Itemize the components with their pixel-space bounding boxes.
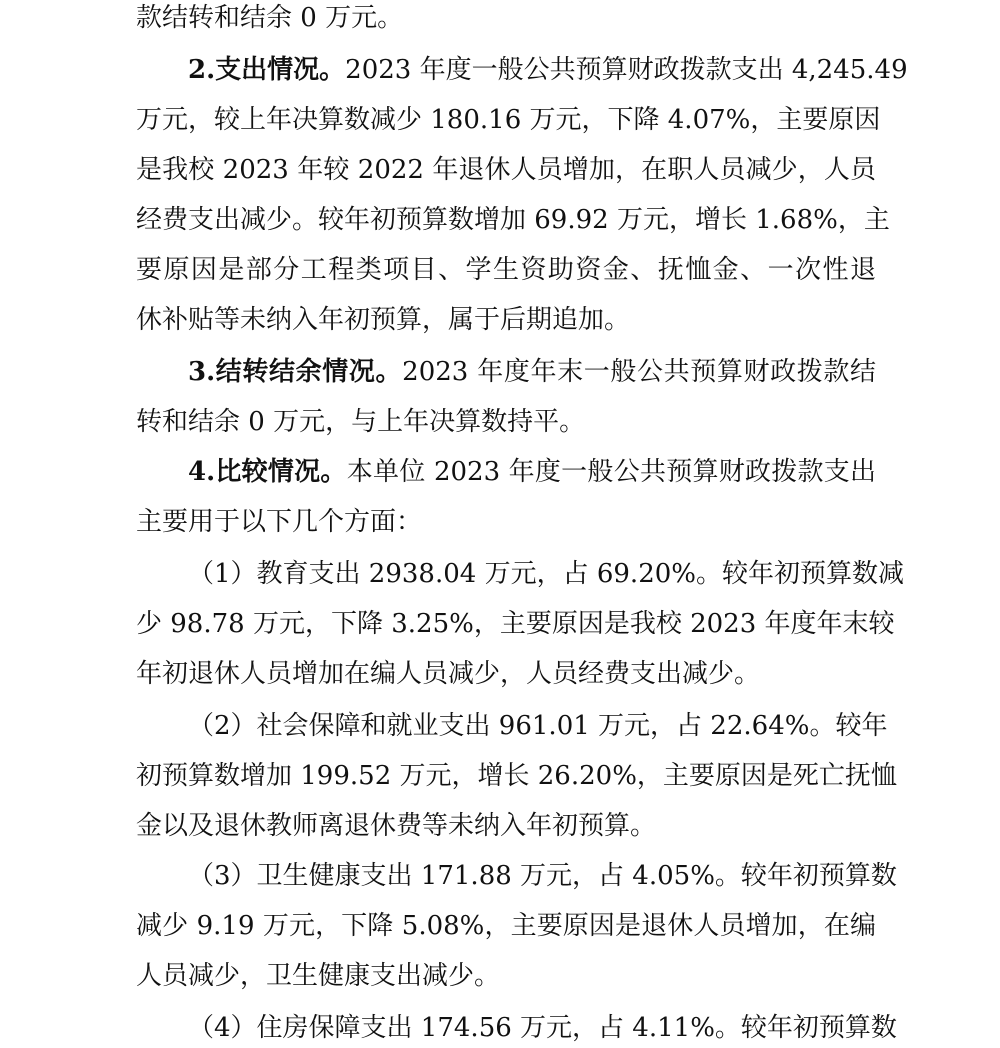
list-item-line: 年初退休人员增加在编人员减少，人员经费支出减少。 [136, 659, 761, 689]
list-item-line: （1）教育支出 2938.04 万元，占 69.20%。较年初预算数减 [188, 559, 904, 589]
paragraph-line: 是我校 2023 年较 2022 年退休人员增加，在职人员减少，人员 [136, 155, 876, 185]
paragraph-text: 2023 年度年末一般公共预算财政拨款结 [402, 357, 876, 387]
list-item-line: （4）住房保障支出 174.56 万元，占 4.11%。较年初预算数 [188, 1013, 897, 1043]
paragraph-line [188, 452, 876, 492]
list-item-line: 初预算数增加 199.52 万元，增长 26.20%，主要原因是死亡抚恤 [136, 761, 897, 791]
list-item-line: 人员减少，卫生健康支出减少。 [136, 961, 501, 991]
paragraph-line: 要原因是部分工程类项目、学生资助资金、抚恤金、一次性退 [136, 255, 876, 285]
paragraph-line: 款结转和结余 0 万元。 [136, 3, 404, 33]
paragraph-line: 主要用于以下几个方面： [136, 507, 423, 537]
paragraph-line [188, 352, 876, 392]
section-heading: 4.比较情况。 [188, 457, 347, 487]
list-item-line: 少 98.78 万元，下降 3.25%，主要原因是我校 2023 年度年末较 [136, 609, 895, 639]
list-item-line: 金以及退休教师离退休费等未纳入年初预算。 [136, 811, 657, 841]
list-item-line: （2）社会保障和就业支出 961.01 万元，占 22.64%。较年 [188, 711, 888, 741]
section-heading: 2.支出情况。 [188, 55, 346, 85]
paragraph-line: 转和结余 0 万元，与上年决算数持平。 [136, 407, 586, 437]
paragraph-text: 本单位 2023 年度一般公共预算财政拨款支出 [346, 457, 876, 487]
list-item-line: （3）卫生健康支出 171.88 万元，占 4.05%。较年初预算数 [188, 861, 897, 891]
paragraph-text: 2023 年度一般公共预算财政拨款支出 4,245.49 [345, 55, 908, 85]
paragraph-line: 万元，较上年决算数减少 180.16 万元，下降 4.07%，主要原因 [136, 105, 881, 135]
list-item-line: 减少 9.19 万元，下降 5.08%，主要原因是退休人员增加，在编 [136, 911, 876, 941]
paragraph-line: 经费支出减少。较年初预算数增加 69.92 万元，增长 1.68%，主 [136, 205, 890, 235]
paragraph-line [188, 50, 908, 90]
section-heading: 3.结转结余情况。 [188, 357, 403, 387]
paragraph-line: 休补贴等未纳入年初预算，属于后期追加。 [136, 305, 631, 335]
